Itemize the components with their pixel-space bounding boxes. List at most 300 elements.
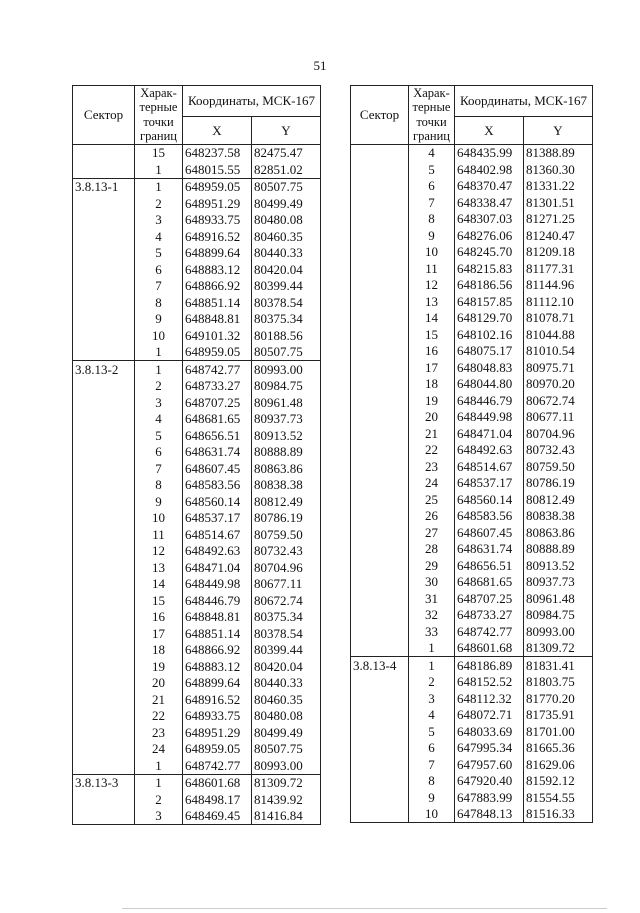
- x-coordinate-cell: 648656.51: [183, 427, 252, 444]
- sector-cell: [351, 277, 409, 294]
- point-number-cell: 27: [409, 524, 455, 541]
- point-number-cell: 16: [135, 609, 183, 626]
- sector-cell: [73, 510, 135, 527]
- sector-cell: [73, 724, 135, 741]
- sector-cell: [351, 640, 409, 657]
- point-number-cell: 7: [409, 756, 455, 773]
- table-row: [73, 161, 321, 178]
- point-number-cell: 28: [409, 541, 455, 558]
- table-row: [73, 144, 321, 161]
- y-coordinate-cell: 80460.35: [252, 228, 321, 245]
- sector-cell: [351, 194, 409, 211]
- y-coordinate-cell: 81331.22: [524, 178, 593, 195]
- x-coordinate-cell: 648916.52: [183, 691, 252, 708]
- sector-cell: [73, 444, 135, 461]
- sector-cell: [351, 310, 409, 327]
- table-row: [351, 657, 593, 674]
- point-number-cell: 10: [135, 327, 183, 344]
- y-coordinate-cell: 81010.54: [524, 343, 593, 360]
- table-row: [351, 277, 593, 294]
- table-row: [351, 756, 593, 773]
- table-row: [73, 361, 321, 378]
- x-coordinate-cell: 648514.67: [183, 526, 252, 543]
- x-coordinate-cell: 648601.68: [183, 774, 252, 791]
- y-coordinate-cell: 80677.11: [524, 409, 593, 426]
- y-coordinate-cell: 81701.00: [524, 723, 593, 740]
- sector-cell: [73, 245, 135, 262]
- sector-cell: 3.8.13-3: [73, 774, 135, 791]
- point-number-cell: 1: [135, 361, 183, 378]
- x-coordinate-cell: 648899.64: [183, 675, 252, 692]
- sector-cell: [73, 344, 135, 361]
- table-row: [73, 592, 321, 609]
- table-row: [73, 526, 321, 543]
- table-row: [73, 411, 321, 428]
- x-coordinate-cell: 648916.52: [183, 228, 252, 245]
- point-number-cell: 23: [135, 724, 183, 741]
- table-row: [351, 359, 593, 376]
- table-row: [73, 493, 321, 510]
- x-coordinate-cell: 648215.83: [455, 260, 524, 277]
- y-coordinate-cell: 81144.96: [524, 277, 593, 294]
- point-number-cell: 12: [409, 277, 455, 294]
- sector-cell: [73, 228, 135, 245]
- sector-cell: [351, 524, 409, 541]
- sector-cell: [73, 212, 135, 229]
- x-coordinate-cell: 648075.17: [455, 343, 524, 360]
- point-number-cell: 5: [409, 161, 455, 178]
- sector-cell: [73, 195, 135, 212]
- y-coordinate-cell: 80993.00: [252, 757, 321, 774]
- sector-cell: [351, 343, 409, 360]
- point-number-cell: 4: [409, 707, 455, 724]
- sector-cell: [351, 211, 409, 228]
- point-number-cell: 30: [409, 574, 455, 591]
- point-number-cell: 10: [409, 806, 455, 823]
- table-row: [73, 212, 321, 229]
- y-coordinate-cell: 80888.89: [252, 444, 321, 461]
- table-row: [73, 178, 321, 195]
- y-coordinate-cell: 81770.20: [524, 690, 593, 707]
- y-coordinate-cell: 80672.74: [524, 392, 593, 409]
- sector-cell: [351, 244, 409, 261]
- sector-cell: [351, 376, 409, 393]
- header-coordinates: Координаты, МСК-167: [183, 86, 321, 117]
- x-coordinate-cell: 648469.45: [183, 808, 252, 825]
- sector-cell: [351, 359, 409, 376]
- x-coordinate-cell: 648959.05: [183, 344, 252, 361]
- point-number-cell: 8: [409, 773, 455, 790]
- x-coordinate-cell: 647920.40: [455, 773, 524, 790]
- point-number-cell: 19: [135, 658, 183, 675]
- point-number-cell: 1: [409, 640, 455, 657]
- x-coordinate-cell: 648883.12: [183, 658, 252, 675]
- y-coordinate-cell: 81629.06: [524, 756, 593, 773]
- y-coordinate-cell: 80440.33: [252, 675, 321, 692]
- x-coordinate-cell: 648707.25: [183, 394, 252, 411]
- header-y: Y: [524, 117, 593, 144]
- x-coordinate-cell: 648033.69: [455, 723, 524, 740]
- x-coordinate-cell: 649101.32: [183, 327, 252, 344]
- point-number-cell: 20: [409, 409, 455, 426]
- sector-cell: [351, 607, 409, 624]
- x-coordinate-cell: 648276.06: [455, 227, 524, 244]
- sector-cell: [73, 477, 135, 494]
- header-characteristic-points: Харак-терные точки границ: [409, 86, 455, 145]
- sector-cell: [351, 458, 409, 475]
- sector-cell: [73, 658, 135, 675]
- x-coordinate-cell: 647957.60: [455, 756, 524, 773]
- header-x: X: [455, 117, 524, 144]
- point-number-cell: 25: [409, 491, 455, 508]
- y-coordinate-cell: 80970.20: [524, 376, 593, 393]
- y-coordinate-cell: 80786.19: [252, 510, 321, 527]
- x-coordinate-cell: 648498.17: [183, 791, 252, 808]
- point-number-cell: 24: [409, 475, 455, 492]
- x-coordinate-cell: 648951.29: [183, 195, 252, 212]
- coordinates-table-left: [72, 85, 321, 825]
- sector-cell: [73, 460, 135, 477]
- point-number-cell: 21: [135, 691, 183, 708]
- table-body: [351, 144, 593, 823]
- table-row: [351, 211, 593, 228]
- sector-cell: [351, 260, 409, 277]
- point-number-cell: 2: [409, 674, 455, 691]
- point-number-cell: 19: [409, 392, 455, 409]
- x-coordinate-cell: 648851.14: [183, 294, 252, 311]
- x-coordinate-cell: 648514.67: [455, 458, 524, 475]
- x-coordinate-cell: 648537.17: [455, 475, 524, 492]
- sector-cell: [351, 574, 409, 591]
- sector-cell: [351, 674, 409, 691]
- y-coordinate-cell: 81309.72: [524, 640, 593, 657]
- point-number-cell: 4: [135, 411, 183, 428]
- point-number-cell: 2: [135, 378, 183, 395]
- y-coordinate-cell: 80975.71: [524, 359, 593, 376]
- table-row: [351, 392, 593, 409]
- header-characteristic-points: Харак-терные точки границ: [135, 86, 183, 145]
- table-row: [73, 543, 321, 560]
- x-coordinate-cell: 648607.45: [455, 524, 524, 541]
- sector-cell: [351, 491, 409, 508]
- point-number-cell: 4: [409, 144, 455, 161]
- point-number-cell: 10: [135, 510, 183, 527]
- y-coordinate-cell: 80961.48: [524, 590, 593, 607]
- point-number-cell: 8: [409, 211, 455, 228]
- y-coordinate-cell: 81388.89: [524, 144, 593, 161]
- table-row: [73, 245, 321, 262]
- x-coordinate-cell: 648471.04: [455, 425, 524, 442]
- x-coordinate-cell: 648307.03: [455, 211, 524, 228]
- table-row: [351, 343, 593, 360]
- point-number-cell: 5: [135, 245, 183, 262]
- sector-cell: [351, 756, 409, 773]
- table-body: [73, 144, 321, 825]
- x-coordinate-cell: 648449.98: [455, 409, 524, 426]
- table-row: [351, 590, 593, 607]
- table-row: [351, 376, 593, 393]
- y-coordinate-cell: 80480.08: [252, 708, 321, 725]
- point-number-cell: 18: [409, 376, 455, 393]
- table-row: [73, 344, 321, 361]
- x-coordinate-cell: 648015.55: [183, 161, 252, 178]
- x-coordinate-cell: 647883.99: [455, 789, 524, 806]
- x-coordinate-cell: 648245.70: [455, 244, 524, 261]
- x-coordinate-cell: 648560.14: [183, 493, 252, 510]
- y-coordinate-cell: 80838.38: [252, 477, 321, 494]
- point-number-cell: 5: [409, 723, 455, 740]
- sector-cell: [73, 543, 135, 560]
- y-coordinate-cell: 80188.56: [252, 327, 321, 344]
- x-coordinate-cell: 648707.25: [455, 590, 524, 607]
- sector-cell: [351, 740, 409, 757]
- table-row: [73, 444, 321, 461]
- y-coordinate-cell: 81360.30: [524, 161, 593, 178]
- sector-cell: [73, 741, 135, 758]
- point-number-cell: 3: [409, 690, 455, 707]
- sector-cell: [73, 294, 135, 311]
- y-coordinate-cell: 81209.18: [524, 244, 593, 261]
- table-row: [73, 757, 321, 774]
- point-number-cell: 7: [409, 194, 455, 211]
- table-row: [73, 294, 321, 311]
- sector-cell: [351, 541, 409, 558]
- x-coordinate-cell: 648959.05: [183, 741, 252, 758]
- x-coordinate-cell: 648742.77: [183, 361, 252, 378]
- x-coordinate-cell: 648157.85: [455, 293, 524, 310]
- y-coordinate-cell: 80378.54: [252, 625, 321, 642]
- point-number-cell: 9: [135, 493, 183, 510]
- table-row: [351, 409, 593, 426]
- table-row: [351, 707, 593, 724]
- table-row: [351, 161, 593, 178]
- y-coordinate-cell: 81516.33: [524, 806, 593, 823]
- y-coordinate-cell: 80993.00: [252, 361, 321, 378]
- table-row: [351, 773, 593, 790]
- y-coordinate-cell: 80759.50: [524, 458, 593, 475]
- y-coordinate-cell: 81078.71: [524, 310, 593, 327]
- point-number-cell: 15: [135, 592, 183, 609]
- y-coordinate-cell: 80420.04: [252, 261, 321, 278]
- point-number-cell: 6: [409, 740, 455, 757]
- sector-cell: [73, 144, 135, 161]
- y-coordinate-cell: 81044.88: [524, 326, 593, 343]
- sector-cell: [73, 609, 135, 626]
- point-number-cell: 9: [409, 227, 455, 244]
- sector-cell: [351, 508, 409, 525]
- x-coordinate-cell: 648733.27: [455, 607, 524, 624]
- sector-cell: [351, 789, 409, 806]
- x-coordinate-cell: 648471.04: [183, 559, 252, 576]
- x-coordinate-cell: 648402.98: [455, 161, 524, 178]
- y-coordinate-cell: 81592.12: [524, 773, 593, 790]
- x-coordinate-cell: 648449.98: [183, 576, 252, 593]
- y-coordinate-cell: 81665.36: [524, 740, 593, 757]
- point-number-cell: 24: [135, 741, 183, 758]
- table-row: [73, 808, 321, 825]
- table-row: [73, 741, 321, 758]
- sector-cell: [73, 278, 135, 295]
- sector-cell: [73, 311, 135, 328]
- table-row: [351, 674, 593, 691]
- y-coordinate-cell: 80913.52: [252, 427, 321, 444]
- sector-cell: [351, 475, 409, 492]
- point-number-cell: 2: [135, 195, 183, 212]
- table-row: [351, 442, 593, 459]
- point-number-cell: 22: [135, 708, 183, 725]
- sector-cell: [73, 493, 135, 510]
- table-row: [73, 195, 321, 212]
- table-row: [351, 144, 593, 161]
- point-number-cell: 8: [135, 477, 183, 494]
- coordinates-table-right: [350, 85, 593, 823]
- table-row: [351, 458, 593, 475]
- x-coordinate-cell: 648560.14: [455, 491, 524, 508]
- table-row: [351, 178, 593, 195]
- point-number-cell: 23: [409, 458, 455, 475]
- table-row: [73, 228, 321, 245]
- x-coordinate-cell: 648102.16: [455, 326, 524, 343]
- point-number-cell: 3: [135, 808, 183, 825]
- sector-cell: [351, 690, 409, 707]
- x-coordinate-cell: 648959.05: [183, 178, 252, 195]
- sector-cell: [73, 161, 135, 178]
- table-row: [73, 510, 321, 527]
- header-coordinates: Координаты, МСК-167: [455, 86, 593, 117]
- header-sector: Сектор: [73, 86, 135, 145]
- y-coordinate-cell: 80677.11: [252, 576, 321, 593]
- table-row: [73, 261, 321, 278]
- sector-cell: 3.8.13-4: [351, 657, 409, 674]
- header-sector: Сектор: [351, 86, 409, 145]
- point-number-cell: 6: [409, 178, 455, 195]
- point-number-cell: 15: [409, 326, 455, 343]
- point-number-cell: 1: [135, 757, 183, 774]
- x-coordinate-cell: 648607.45: [183, 460, 252, 477]
- sector-cell: [73, 592, 135, 609]
- x-coordinate-cell: 648899.64: [183, 245, 252, 262]
- sector-cell: [351, 623, 409, 640]
- point-number-cell: 9: [135, 311, 183, 328]
- y-coordinate-cell: 80378.54: [252, 294, 321, 311]
- table-row: [351, 293, 593, 310]
- table-row: [73, 427, 321, 444]
- y-coordinate-cell: 80440.33: [252, 245, 321, 262]
- sector-cell: [73, 757, 135, 774]
- sector-cell: [73, 261, 135, 278]
- y-coordinate-cell: 80704.96: [252, 559, 321, 576]
- sector-cell: [73, 327, 135, 344]
- point-number-cell: 7: [135, 460, 183, 477]
- point-number-cell: 18: [135, 642, 183, 659]
- sector-cell: [351, 557, 409, 574]
- point-number-cell: 1: [135, 178, 183, 195]
- table-row: [351, 326, 593, 343]
- x-coordinate-cell: 648072.71: [455, 707, 524, 724]
- y-coordinate-cell: 80672.74: [252, 592, 321, 609]
- x-coordinate-cell: 648237.58: [183, 144, 252, 161]
- x-coordinate-cell: 648848.81: [183, 609, 252, 626]
- sector-cell: [351, 442, 409, 459]
- sector-cell: [73, 691, 135, 708]
- table-row: [351, 623, 593, 640]
- point-number-cell: 1: [135, 161, 183, 178]
- sector-cell: [351, 409, 409, 426]
- point-number-cell: 4: [135, 228, 183, 245]
- table-row: [351, 491, 593, 508]
- table-row: [351, 194, 593, 211]
- point-number-cell: 1: [135, 344, 183, 361]
- sector-cell: [351, 178, 409, 195]
- point-number-cell: 16: [409, 343, 455, 360]
- y-coordinate-cell: 80499.49: [252, 724, 321, 741]
- point-number-cell: 9: [409, 789, 455, 806]
- point-number-cell: 3: [135, 394, 183, 411]
- table-row: [351, 541, 593, 558]
- sector-cell: [351, 773, 409, 790]
- x-coordinate-cell: 648446.79: [183, 592, 252, 609]
- y-coordinate-cell: 80420.04: [252, 658, 321, 675]
- y-coordinate-cell: 80732.43: [252, 543, 321, 560]
- table-row: [73, 675, 321, 692]
- y-coordinate-cell: 81831.41: [524, 657, 593, 674]
- x-coordinate-cell: 648152.52: [455, 674, 524, 691]
- sector-cell: [73, 411, 135, 428]
- x-coordinate-cell: 647848.13: [455, 806, 524, 823]
- table-row: [73, 691, 321, 708]
- x-coordinate-cell: 648951.29: [183, 724, 252, 741]
- x-coordinate-cell: 648583.56: [455, 508, 524, 525]
- y-coordinate-cell: 80984.75: [524, 607, 593, 624]
- table-row: [73, 278, 321, 295]
- y-coordinate-cell: 80993.00: [524, 623, 593, 640]
- point-number-cell: 31: [409, 590, 455, 607]
- sector-cell: [351, 227, 409, 244]
- sector-cell: [73, 378, 135, 395]
- header-x: X: [183, 117, 252, 144]
- x-coordinate-cell: 648883.12: [183, 261, 252, 278]
- x-coordinate-cell: 648866.92: [183, 642, 252, 659]
- x-coordinate-cell: 648933.75: [183, 212, 252, 229]
- table-row: [351, 508, 593, 525]
- y-coordinate-cell: 80863.86: [252, 460, 321, 477]
- y-coordinate-cell: 80961.48: [252, 394, 321, 411]
- page-edge-rule: [122, 908, 607, 909]
- point-number-cell: 6: [135, 261, 183, 278]
- table-row: [73, 378, 321, 395]
- point-number-cell: 14: [409, 310, 455, 327]
- table-row: [73, 774, 321, 791]
- y-coordinate-cell: 80732.43: [524, 442, 593, 459]
- sector-cell: [73, 576, 135, 593]
- point-number-cell: 10: [409, 244, 455, 261]
- y-coordinate-cell: 81439.92: [252, 791, 321, 808]
- table-row: [351, 574, 593, 591]
- x-coordinate-cell: 648733.27: [183, 378, 252, 395]
- table-row: [351, 260, 593, 277]
- sector-cell: [351, 590, 409, 607]
- x-coordinate-cell: 648044.80: [455, 376, 524, 393]
- y-coordinate-cell: 80838.38: [524, 508, 593, 525]
- sector-cell: [73, 708, 135, 725]
- table-row: [73, 791, 321, 808]
- x-coordinate-cell: 648186.89: [455, 657, 524, 674]
- table-row: [351, 740, 593, 757]
- table-row: [73, 559, 321, 576]
- table-row: [73, 311, 321, 328]
- x-coordinate-cell: 648631.74: [455, 541, 524, 558]
- sector-cell: [73, 675, 135, 692]
